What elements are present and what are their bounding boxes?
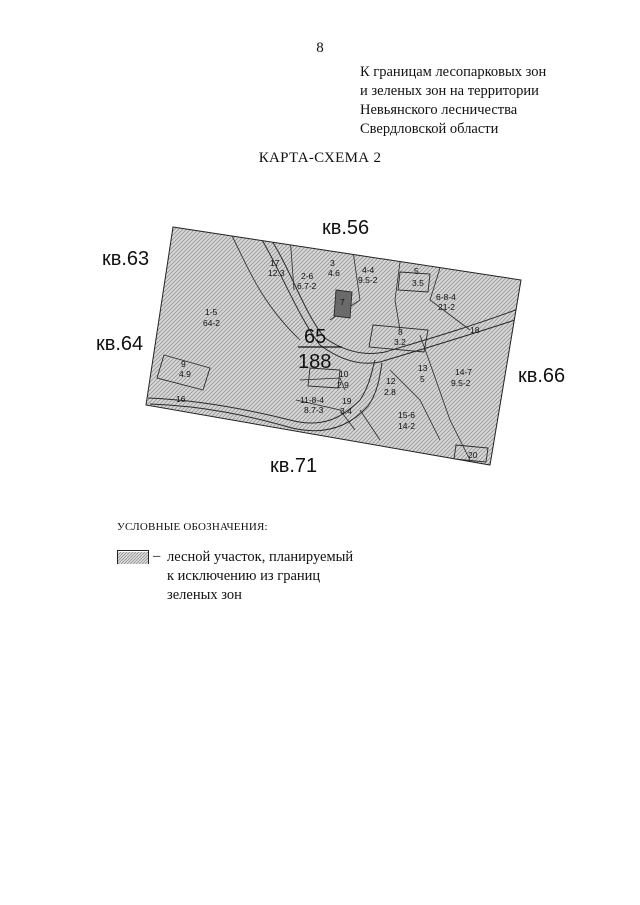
plot-number: 5 [414,266,419,276]
plot-number: 20 [468,450,478,460]
forest-map [0,195,640,495]
plot-area: 14-2 [398,421,416,431]
plot-number: 10 [339,369,349,379]
annex-heading [360,63,546,139]
plot-number: 19 [342,396,352,406]
plot-number: 6-8-4 [436,292,456,302]
hatch-swatch-icon [117,550,149,564]
block-area: 188 [298,351,332,373]
plot-area: 4.6 [328,268,340,278]
quarter-label-63: кв.63 [102,248,150,270]
plot-area: 64-2 [203,318,221,328]
annex-line: Невьянского лесничества [360,102,518,118]
plot-number: 12 [386,376,396,386]
plot-number: 16 [176,394,186,404]
plot-number: 11-8-4 [300,395,324,405]
plot-number: 2-6 [301,271,314,281]
plot-area: 5 [420,374,425,384]
plot-number: 8 [398,327,403,337]
page-number: 8 [316,40,324,56]
plot-area: 2.8 [384,387,396,397]
plot-area: 3.5 [412,278,424,288]
plot-number: 15-6 [398,410,416,420]
block-number: 65 [304,326,327,348]
quarter-label-64: кв.64 [96,333,144,355]
plot-number: 7 [340,297,345,307]
plot-area: 12.3 [268,268,285,278]
legend-dash: – [153,548,161,564]
plot-number: 3 [330,258,335,268]
annex-line: и зеленых зон на территории [360,83,539,99]
legend-line: к исключению из границ [167,568,321,584]
plot-area: 3.2 [394,337,406,347]
plot-area: 9.5-2 [358,275,378,285]
legend-title: УСЛОВНЫЕ ОБОЗНАЧЕНИЯ: [117,521,268,533]
plot-area: 3.4 [340,406,352,416]
plot-area: 2.9 [337,380,349,390]
plot-number: 13 [418,363,428,373]
quarter-label-71: кв.71 [270,455,318,477]
annex-line: Свердловской области [360,121,499,137]
plot-number: 17 [270,258,280,268]
annex-line: К границам лесопарковых зон [360,64,547,80]
plot-area: 9.5-2 [451,378,471,388]
plot-number: 18 [470,325,480,335]
quarter-label-66: кв.66 [518,365,566,387]
plot-area: 4.9 [179,369,191,379]
legend-line: лесной участок, планируемый [167,549,354,565]
plot-number: 1-5 [205,307,218,317]
quarter-label-56: кв.56 [322,217,370,239]
map-title: КАРТА-СХЕМА 2 [258,150,382,166]
plot-area: 8.7-3 [304,405,324,415]
plot-area: 6.7-2 [297,281,317,291]
plot-area: 21-2 [438,302,456,312]
plot-number: 9 [181,359,186,369]
legend-description [167,548,353,605]
plot-number: 14-7 [455,367,473,377]
plot-number: 4-4 [362,265,375,275]
legend-line: зеленых зон [167,587,242,603]
